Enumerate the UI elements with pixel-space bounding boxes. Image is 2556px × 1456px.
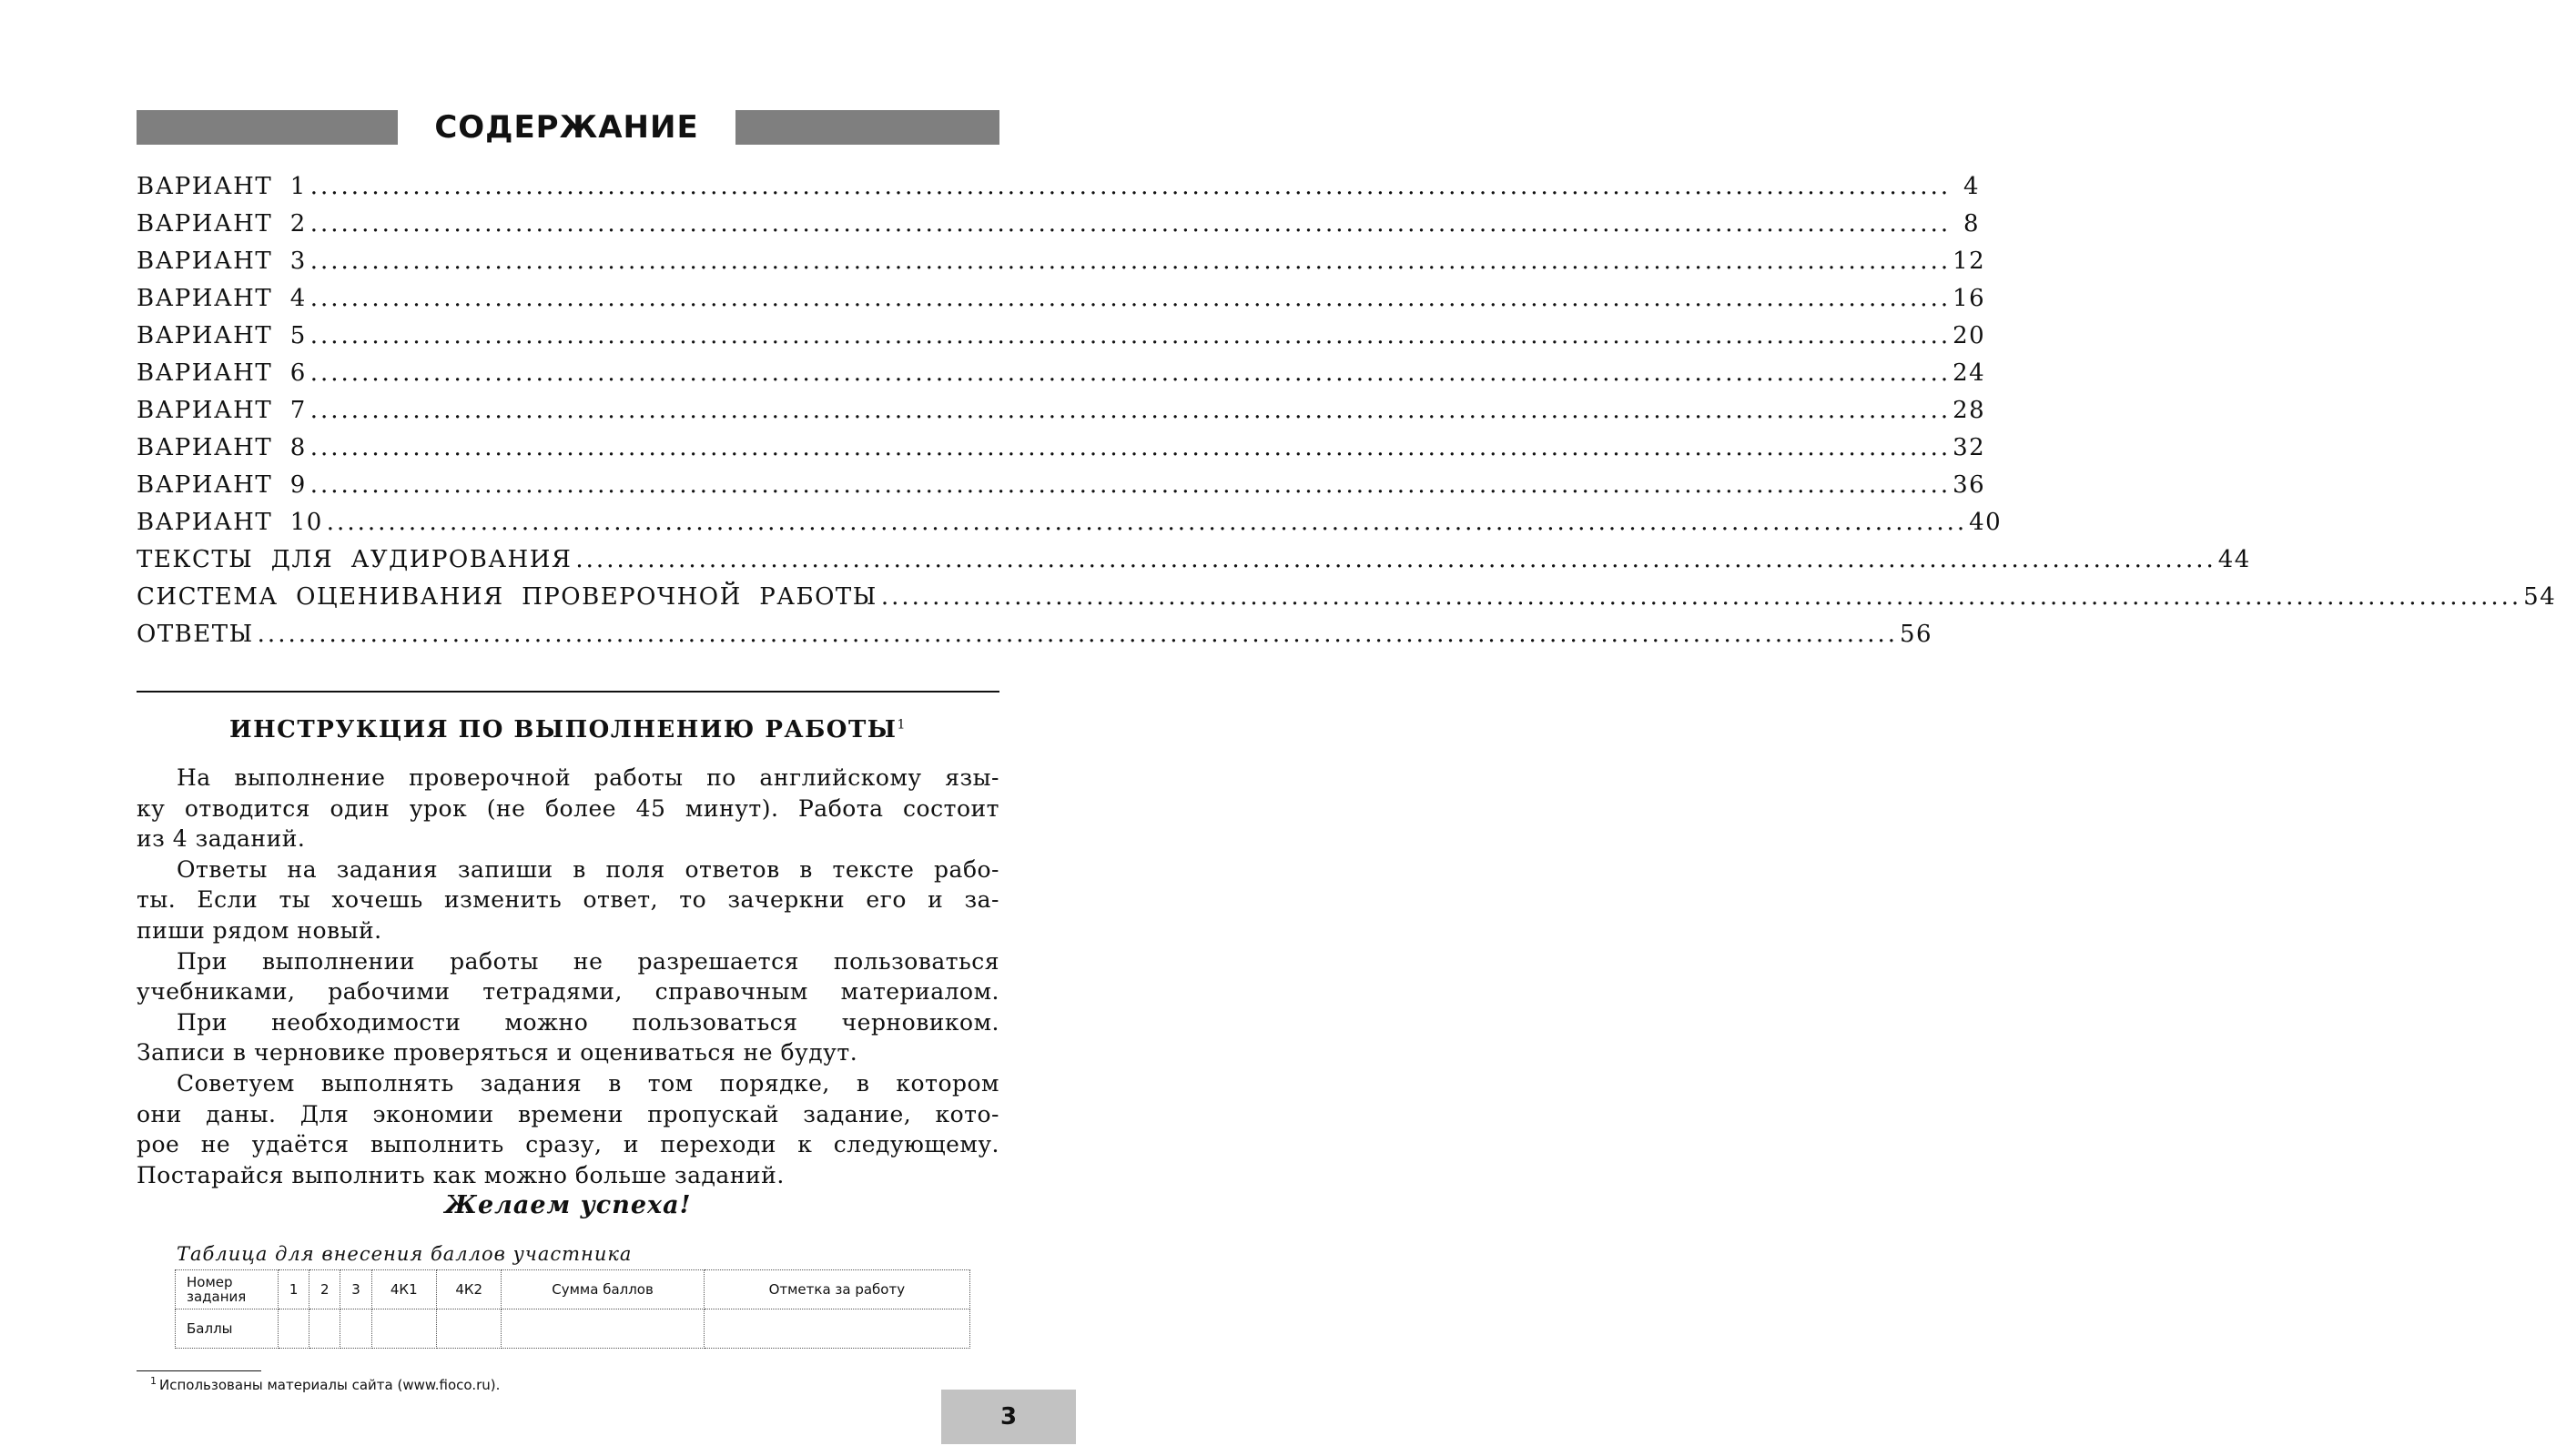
toc-page-number: 28	[1952, 397, 1986, 424]
toc-label: ВАРИАНТ 5	[137, 322, 307, 349]
toc-page-number: 8	[1963, 210, 1981, 238]
good-luck-wish: Желаем успеха!	[444, 1191, 692, 1219]
text-line: они даны. Для экономии времени пропускай задание, кото-	[137, 1100, 999, 1127]
toc-page-number: 54	[2523, 583, 2556, 611]
footnote-text: Использованы материалы сайта (www.fioco.ru).	[159, 1377, 501, 1393]
task-cell: 1	[279, 1270, 309, 1309]
instructions-title	[137, 716, 999, 743]
toc-leader: ................................................................................................................................................................	[309, 173, 1952, 200]
footnote-rule	[137, 1370, 261, 1371]
toc-label: ОТВЕТЫ	[137, 621, 254, 648]
toc-row	[137, 471, 1986, 509]
table-caption: Таблица для внесения баллов участника	[177, 1243, 633, 1265]
score-input-cell[interactable]	[309, 1309, 340, 1349]
toc-label: ВАРИАНТ 2	[137, 210, 307, 238]
text-line: Советуем выполнять задания в том порядке, в котором	[177, 1069, 999, 1097]
toc-page-number: 32	[1952, 434, 1986, 461]
toc-row	[137, 621, 1933, 658]
toc-leader: ................................................................................................................................................................	[309, 359, 1952, 387]
toc-label: ВАРИАНТ 1	[137, 173, 307, 200]
toc-row	[137, 359, 1986, 397]
toc-page-number: 16	[1952, 285, 1986, 312]
toc-label: ВАРИАНТ 10	[137, 509, 323, 536]
mark-header: Отметка за работу	[704, 1270, 969, 1309]
toc-row	[137, 210, 1981, 248]
toc-leader: ................................................................................................................................................................	[309, 397, 1952, 424]
text-line: Ответы на задания запиши в поля ответов в тексте рабо-	[177, 855, 999, 883]
toc-label: ВАРИАНТ 3	[137, 248, 307, 275]
toc-row	[137, 397, 1986, 434]
toc-page-number: 56	[1900, 621, 1933, 648]
instructions-title-text: ИНСТРУКЦИЯ ПО ВЫПОЛНЕНИЮ РАБОТЫ	[229, 716, 898, 743]
instructions-body	[137, 763, 999, 1190]
score-table	[175, 1269, 970, 1349]
toc-page-number: 4	[1963, 173, 1981, 200]
toc-row	[137, 322, 1986, 359]
text-line: ку отводится один урок (не более 45 минут). Работа состоит	[137, 794, 999, 822]
toc-leader: ................................................................................................................................................................	[880, 583, 2522, 611]
toc-leader: ................................................................................................................................................................	[309, 471, 1952, 499]
toc-leader: ................................................................................................................................................................	[309, 248, 1952, 275]
header-bar-right	[735, 110, 999, 145]
toc-leader: ................................................................................................................................................................	[326, 509, 1968, 536]
text-line: При необходимости можно пользоваться черновиком.	[177, 1008, 999, 1036]
toc-row	[137, 434, 1986, 471]
toc-label: ВАРИАНТ 7	[137, 397, 307, 424]
table-row	[176, 1309, 970, 1349]
header-bar-left	[137, 110, 398, 145]
toc-page-number: 40	[1969, 509, 2003, 536]
text-line: ты. Если ты хочешь изменить ответ, то зачеркни его и за-	[137, 886, 999, 914]
sum-header: Сумма баллов	[502, 1270, 704, 1309]
text-line: рое не удаётся выполнить сразу, и переходи к следующему.	[137, 1131, 999, 1158]
score-input-cell[interactable]	[371, 1309, 436, 1349]
toc-leader: ................................................................................................................................................................	[309, 285, 1952, 312]
text-line: На выполнение проверочной работы по английскому язы-	[177, 764, 999, 791]
score-input-cell[interactable]	[436, 1309, 501, 1349]
toc-row	[137, 285, 1986, 322]
toc-label: ВАРИАНТ 4	[137, 285, 307, 312]
task-cell: 4К2	[436, 1270, 501, 1309]
text-line: При выполнении работы не разрешается пользоваться	[177, 947, 999, 975]
task-cell: 4К1	[371, 1270, 436, 1309]
score-input-cell[interactable]	[279, 1309, 309, 1349]
footnote-marker: 1	[897, 717, 907, 733]
toc-leader: ................................................................................................................................................................	[575, 546, 2216, 573]
toc-label: ТЕКСТЫ ДЛЯ АУДИРОВАНИЯ	[137, 546, 573, 573]
sum-cell[interactable]	[502, 1309, 704, 1349]
page-number: 3	[941, 1390, 1076, 1444]
score-row-label: Баллы	[176, 1309, 279, 1349]
text-line: Записи в черновике проверяться и оцениваться не будут.	[137, 1039, 858, 1067]
toc-row	[137, 173, 1981, 210]
toc-page-number: 12	[1952, 248, 1986, 275]
table-row	[176, 1270, 970, 1309]
toc-page-number: 20	[1952, 322, 1986, 349]
toc-label: ВАРИАНТ 9	[137, 471, 307, 499]
footnote-number: 1	[150, 1375, 157, 1387]
toc-page-number: 36	[1952, 471, 1986, 499]
toc-row	[137, 248, 1986, 285]
toc-row	[137, 583, 2556, 621]
toc-row	[137, 546, 2251, 583]
task-cell: 2	[309, 1270, 340, 1309]
toc-label: СИСТЕМА ОЦЕНИВАНИЯ ПРОВЕРОЧНОЙ РАБОТЫ	[137, 583, 877, 611]
task-number-header: Номер задания	[176, 1270, 279, 1309]
toc-leader: ................................................................................................................................................................	[309, 322, 1952, 349]
toc-leader: ................................................................................................................................................................	[309, 210, 1952, 238]
text-line: Постарайся выполнить как можно больше заданий.	[137, 1161, 785, 1188]
section-divider	[137, 691, 999, 693]
toc-label: ВАРИАНТ 6	[137, 359, 307, 387]
text-line: из 4 заданий.	[137, 825, 306, 853]
text-line: пиши рядом новый.	[137, 916, 382, 944]
toc-page-number: 24	[1952, 359, 1986, 387]
toc-label: ВАРИАНТ 8	[137, 434, 307, 461]
score-input-cell[interactable]	[340, 1309, 371, 1349]
footnote	[150, 1375, 500, 1393]
toc-leader: ................................................................................................................................................................	[257, 621, 1899, 648]
table-of-contents	[137, 173, 2556, 658]
toc-row	[137, 509, 2003, 546]
toc-page-number: 44	[2217, 546, 2251, 573]
mark-cell[interactable]	[704, 1309, 969, 1349]
task-cell: 3	[340, 1270, 371, 1309]
page-title: СОДЕРЖАНИЕ	[434, 109, 699, 146]
toc-leader: ................................................................................................................................................................	[309, 434, 1952, 461]
text-line: учебниками, рабочими тетрадями, справочным материалом.	[137, 978, 999, 1006]
